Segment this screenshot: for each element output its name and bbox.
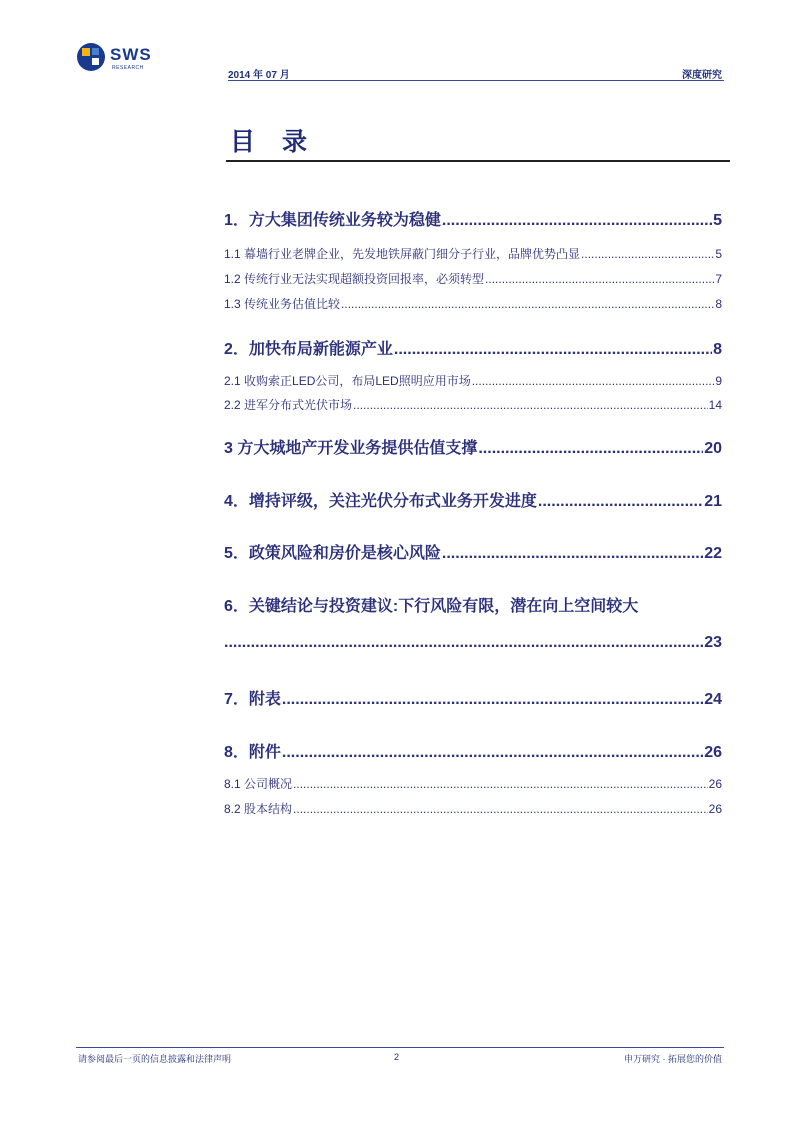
toc-leader (442, 212, 712, 230)
toc-entry-page: 5 (713, 212, 722, 229)
report-date: 2014 年 07 月 (228, 70, 290, 81)
toc-entry-1-2[interactable] (224, 270, 722, 287)
toc-entry-page: 26 (708, 802, 722, 816)
toc-leader (341, 297, 714, 311)
toc-entry-page: 14 (708, 398, 722, 412)
toc-title: 目 录 (230, 128, 317, 156)
page-number: 2 (394, 1052, 400, 1062)
toc-entry-text: 2.2 进军分布式光伏市场 (224, 398, 353, 412)
toc-entry-7[interactable] (224, 686, 722, 709)
toc-entry-page: 24 (704, 691, 722, 708)
logo-text: SWS (110, 45, 152, 64)
toc-leader (282, 691, 703, 709)
toc-entry-text: 7．附表 (224, 691, 281, 708)
toc-entry-page: 26 (704, 744, 722, 761)
toc-title-divider (226, 160, 730, 162)
toc-entry-page: 21 (704, 493, 722, 510)
toc-entry-page: 23 (704, 634, 722, 651)
footer-disclaimer: 请参阅最后一页的信息披露和法律声明 (78, 1054, 232, 1064)
toc-leader (224, 634, 703, 652)
toc-leader (353, 398, 708, 412)
sws-logo-icon (76, 42, 106, 72)
toc-entry-8-1[interactable] (224, 775, 722, 792)
toc-entry-2-1[interactable] (224, 372, 722, 389)
toc-entry-text: 3 方大城地产开发业务提供估值支撑 (224, 440, 478, 457)
toc-entry-page: 9 (715, 374, 722, 388)
logo-subtext: RESEARCH (112, 65, 144, 71)
toc-entry-6[interactable] (224, 593, 722, 616)
toc-entry-6-leader-line[interactable] (224, 634, 722, 652)
toc-entry-page: 5 (715, 247, 722, 261)
toc-leader (442, 545, 703, 563)
sws-logo (76, 40, 166, 76)
toc-entry-text: 1.3 传统业务估值比较 (224, 297, 341, 311)
toc-leader (282, 744, 703, 762)
toc-leader (581, 247, 714, 261)
footer-slogan: 申万研究 · 拓展您的价值 (624, 1054, 722, 1064)
toc-entry-2[interactable] (224, 336, 722, 359)
toc-leader (293, 802, 708, 816)
toc-leader (485, 272, 714, 286)
toc-leader (293, 777, 708, 791)
toc-entry-2-2[interactable] (224, 396, 722, 413)
toc-entry-text: 8.1 公司概况 (224, 777, 293, 791)
report-type: 深度研究 (682, 70, 722, 81)
toc-entry-page: 7 (715, 272, 722, 286)
toc-entry-page: 20 (704, 440, 722, 457)
toc-entry-text: 8．附件 (224, 744, 281, 761)
toc-entry-1-3[interactable] (224, 295, 722, 312)
toc-entry-4[interactable] (224, 488, 722, 511)
toc-entry-page: 8 (713, 341, 722, 358)
toc-entry-text: 4．增持评级，关注光伏分布式业务开发进度 (224, 493, 537, 510)
toc-entry-text: 5．政策风险和房价是核心风险 (224, 545, 441, 562)
toc-entry-page: 26 (708, 777, 722, 791)
toc-entry-8-2[interactable] (224, 800, 722, 817)
toc-leader (472, 374, 715, 388)
toc-entry-text: 8.2 股本结构 (224, 802, 293, 816)
footer-divider (76, 1047, 724, 1048)
toc-entry-text: 1.2 传统行业无法实现超额投资回报率，必须转型 (224, 272, 485, 286)
toc-entry-3[interactable] (224, 435, 722, 458)
toc-entry-text: 1.1 幕墙行业老牌企业，先发地铁屏蔽门细分子行业，品牌优势凸显 (224, 247, 581, 261)
toc-entry-text: 1．方大集团传统业务较为稳健 (224, 212, 441, 229)
toc-entry-5[interactable] (224, 540, 722, 563)
toc-entry-page: 22 (704, 545, 722, 562)
toc-entry-8[interactable] (224, 739, 722, 762)
toc-entry-1-1[interactable] (224, 245, 722, 262)
toc-entry-1[interactable] (224, 207, 722, 230)
toc-leader (478, 440, 703, 458)
toc-entry-page: 8 (715, 297, 722, 311)
toc-entry-text: 6．关键结论与投资建议:下行风险有限，潜在向上空间较大 (224, 598, 639, 615)
toc-entry-text: 2．加快布局新能源产业 (224, 341, 393, 358)
toc-leader (394, 341, 712, 359)
toc-entry-text: 2.1 收购索正LED公司，布局LED照明应用市场 (224, 374, 471, 388)
header-divider (228, 80, 724, 81)
toc-leader (538, 493, 703, 511)
